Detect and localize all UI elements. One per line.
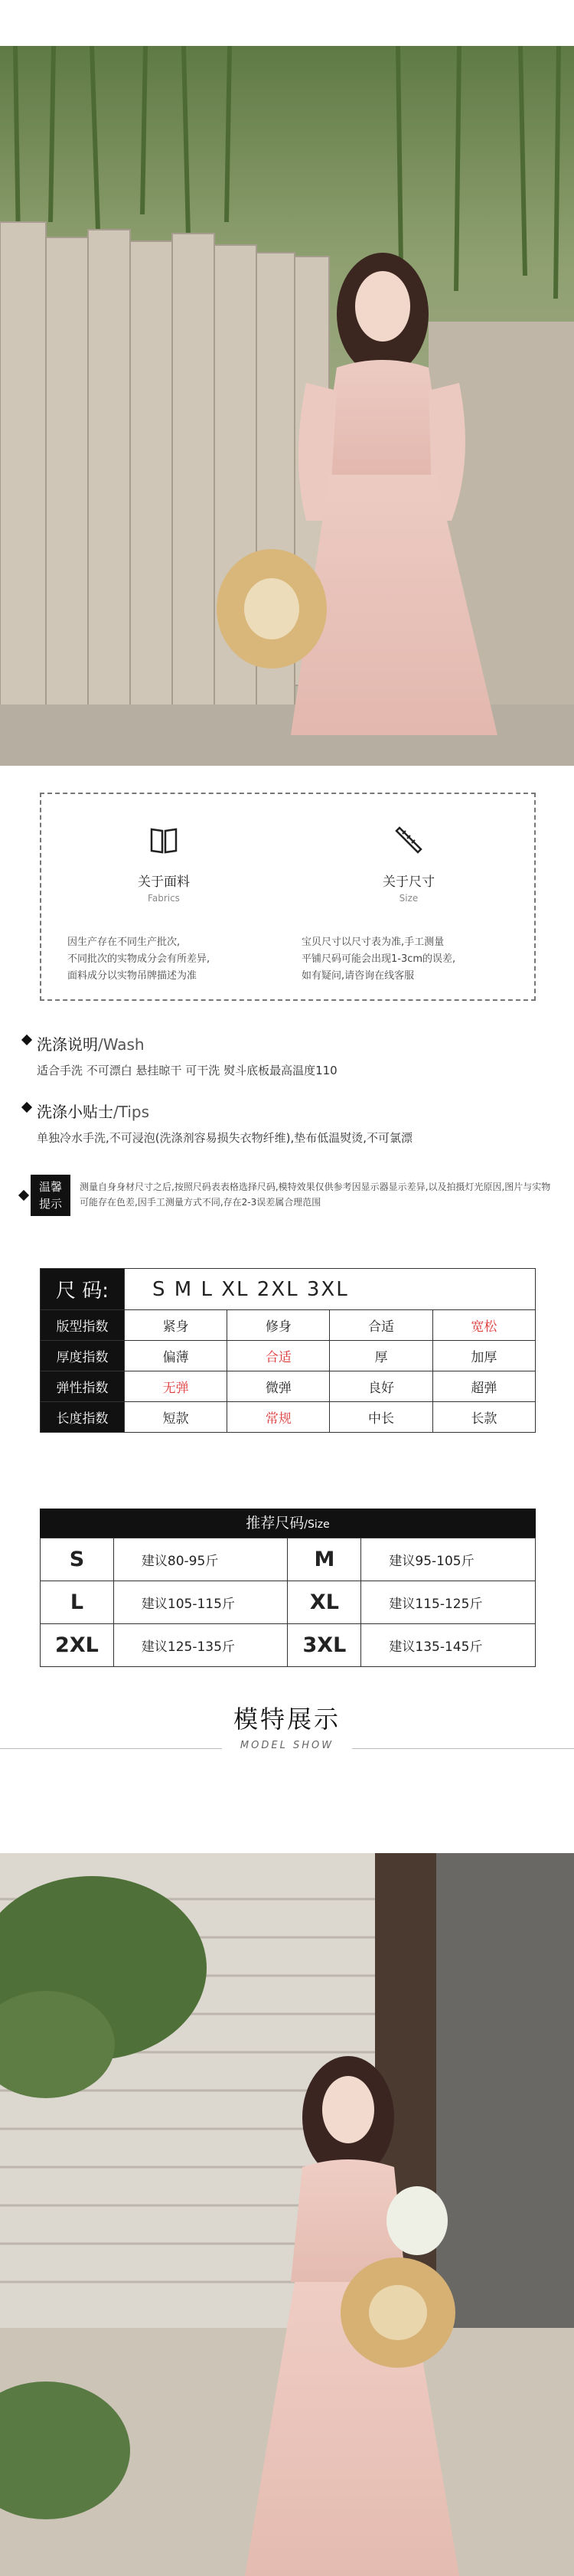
fabric-title: 关于面料 <box>138 874 190 890</box>
fabric-subtitle: Fabrics <box>148 893 180 904</box>
row-label: 版型指数 <box>41 1310 125 1341</box>
table-cell-highlight: 宽松 <box>432 1310 535 1341</box>
size-list: S M L XL 2XL 3XL <box>125 1269 536 1310</box>
table-cell-highlight: 常规 <box>227 1402 330 1433</box>
wash-title-en: /Wash <box>98 1035 145 1054</box>
recommend-title-text: 推荐尺码 <box>246 1515 305 1532</box>
product-photo-bottom <box>0 1853 574 2576</box>
book-icon <box>145 822 182 858</box>
table-row <box>41 1371 536 1402</box>
recommend-size-table <box>40 1538 536 1667</box>
row-label: 长度指数 <box>41 1402 125 1433</box>
size-label: 3XL <box>288 1624 361 1667</box>
table-cell: 修身 <box>227 1310 330 1341</box>
size-header-row <box>41 1269 536 1310</box>
size-label: L <box>41 1581 114 1624</box>
table-row <box>41 1341 536 1371</box>
table-row <box>41 1538 536 1581</box>
diamond-bullet-icon <box>18 1190 29 1201</box>
size-desc-line: 平铺尺码可能会出现1-3cm的误差, <box>302 953 456 965</box>
divider <box>352 1748 574 1749</box>
table-cell: 超弹 <box>432 1371 535 1402</box>
table-cell-highlight: 无弹 <box>125 1371 227 1402</box>
table-cell: 短款 <box>125 1402 227 1433</box>
fabric-desc-line: 因生产存在不同生产批次, <box>67 937 181 948</box>
size-weight: 建议80-95斤 <box>113 1538 288 1581</box>
warm-tip-text: 测量自身身材尺寸之后,按照尺码表表格选择尺码,模特效果仅供参考因显示器显示差异,以及拍摄灯光原因,图片与实物可能存在色差,因手工测量方式不同,存在2-3误差属合理范围 <box>80 1182 551 1208</box>
wash-section <box>37 1032 542 1078</box>
diamond-bullet-icon <box>21 1102 32 1113</box>
size-label: 2XL <box>41 1624 114 1667</box>
row-label: 弹性指数 <box>41 1371 125 1402</box>
product-photo-top <box>0 46 574 766</box>
tips-text: 单独冷水手洗,不可浸泡(洗涤剂容易损失衣物纤维),垫布低温熨烫,不可氯漂 <box>37 1131 413 1145</box>
fabric-info <box>49 822 279 985</box>
table-cell: 中长 <box>330 1402 432 1433</box>
table-cell: 紧身 <box>125 1310 227 1341</box>
product-info-box <box>40 793 536 1001</box>
size-weight: 建议125-135斤 <box>113 1624 288 1667</box>
table-cell: 良好 <box>330 1371 432 1402</box>
model-photo-bamboo-scene <box>0 46 574 766</box>
table-cell: 偏薄 <box>125 1341 227 1371</box>
table-row <box>41 1624 536 1667</box>
table-row <box>41 1402 536 1433</box>
diamond-bullet-icon <box>21 1035 32 1045</box>
model-photo-patio-scene <box>0 1853 574 2576</box>
table-cell: 合适 <box>330 1310 432 1341</box>
size-info-title: 关于尺寸 <box>383 874 435 890</box>
fabric-desc-line: 不同批次的实物成分会有所差异, <box>67 953 210 965</box>
size-label: M <box>288 1538 361 1581</box>
badge-line-1: 温馨 <box>38 1180 62 1194</box>
table-cell: 长款 <box>432 1402 535 1433</box>
size-weight: 建议115-125斤 <box>361 1581 536 1624</box>
recommend-title-en: /Size <box>304 1518 330 1531</box>
model-show-subtitle: MODEL SHOW <box>240 1740 334 1751</box>
badge-line-2: 提示 <box>38 1197 62 1211</box>
size-label: XL <box>288 1581 361 1624</box>
wash-heading <box>37 1032 542 1054</box>
size-weight: 建议95-105斤 <box>361 1538 536 1581</box>
table-cell-highlight: 合适 <box>227 1341 330 1371</box>
warm-tip-badge <box>31 1175 70 1216</box>
size-index-table <box>40 1268 536 1433</box>
row-label: 厚度指数 <box>41 1341 125 1371</box>
recommend-title <box>40 1509 536 1538</box>
wash-title: 洗涤说明 <box>37 1035 98 1054</box>
size-desc-line: 如有疑问,请咨询在线客服 <box>302 970 415 982</box>
tips-title: 洗涤小贴士 <box>37 1103 113 1121</box>
tips-section <box>37 1100 542 1146</box>
table-cell: 微弹 <box>227 1371 330 1402</box>
ruler-pencil-icon <box>390 822 427 858</box>
size-info-subtitle: Size <box>399 893 419 904</box>
size-info <box>294 822 523 985</box>
size-label: S <box>41 1538 114 1581</box>
fabric-desc-line: 面料成分以实物吊牌描述为准 <box>67 970 197 982</box>
size-weight: 建议105-115斤 <box>113 1581 288 1624</box>
tips-title-en: /Tips <box>113 1103 150 1121</box>
table-cell: 厚 <box>330 1341 432 1371</box>
table-cell: 加厚 <box>432 1341 535 1371</box>
size-header-label: 尺 码: <box>41 1269 125 1310</box>
table-row <box>41 1581 536 1624</box>
size-weight: 建议135-145斤 <box>361 1624 536 1667</box>
size-desc-line: 宝贝尺寸以尺寸表为准,手工测量 <box>302 937 445 948</box>
model-show-title: 模特展示 <box>233 1705 341 1734</box>
table-row <box>41 1310 536 1341</box>
wash-instructions: 适合手洗 不可漂白 悬挂晾干 可干洗 熨斗底板最高温度110 <box>37 1064 338 1077</box>
tips-heading <box>37 1100 542 1122</box>
